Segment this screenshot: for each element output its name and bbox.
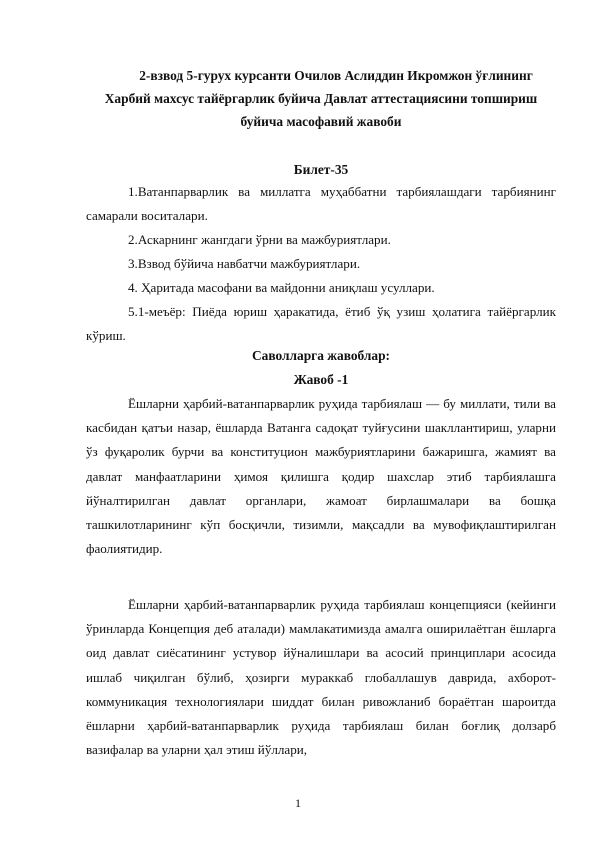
title-line-1: 2-взвод 5-гурух курсанти Очилов Аслиддин Икромжон ўғлининг: [139, 68, 533, 83]
answer-paragraph-1: Ёшларни ҳарбий-ватанпарварлик руҳида тарбиялаш — бу миллати, тили ва касбидан қатъи назар, ёшларда Ватанга садоқат туйғусини шакллантириш, уларни ўз фуқаролик бурчи ва конституцион мажбуриятларини бажаришга, жамият ва давлат манфаатларини ҳимоя қилишга қодир шахслар этиб тарбиялашга йўналтирилган давлат органлари, жамоат бирлашмалари ва бошқа ташкилотларининг кўп босқичли, тизимли, мақсадли ва мувофиқлаштирилган фаолиятидир.: [86, 396, 556, 557]
title-line-2: Харбий махсус тайёргарлик буйича Давлат аттестациясини топшириш: [104, 91, 538, 106]
question-5: [86, 300, 556, 348]
question-3-text: 3.Взвод бўйича навбатчи мажбуриятлари.: [128, 256, 361, 271]
answers-heading: Саволларга жавоблар:: [251, 348, 391, 363]
question-4-text: 4. Ҳаритада масофани ва майдонни аниқлаш усуллари.: [128, 280, 435, 295]
question-1-text: 1.Ватанпарварлик ва миллатга муҳаббатни тарбиялашдаги тарбиянинг самарали воситалари.: [86, 184, 556, 223]
answer-paragraph-2: Ёшларни ҳарбий-ватанпарварлик руҳида тарбиялаш концепцияси (кейинги ўринларда Концепция деб аталади) мамлакатимизда амалга оширилаётган ёшларга оид давлат сиёсатининг устувор йўналишлари ва асосий принциплари асосида ишлаб чиқилган бўлиб, ҳозирги мураккаб глобаллашув даврида, ахборот-коммуникация технологиялари шиддат билан ривожланиб бораётган шароитда ёшларни ҳарбий-ватанпарварлик руҳида тарбиялаш билан боғлиқ долзарб вазифалар ва уларни ҳал этиш йўллари,: [86, 597, 556, 758]
title-line-3: буйича масофавий жавоби: [240, 114, 402, 129]
question-3: [86, 252, 556, 276]
document-title: [86, 64, 556, 133]
question-1: [86, 180, 556, 228]
question-4: [86, 276, 556, 300]
question-5-text: 5.1-меъёр: Пиёда юриш ҳаракатида, ётиб ўқ узиш ҳолатига тайёргарлик кўриш.: [86, 304, 556, 343]
question-2: [86, 228, 556, 252]
question-2-text: 2.Аскарнинг жангдаги ўрни ва мажбуриятлари.: [128, 232, 391, 247]
page-number: 1: [295, 796, 301, 810]
ticket-heading: Билет-35: [293, 162, 349, 177]
answer-1-heading: Жавоб -1: [293, 372, 349, 387]
